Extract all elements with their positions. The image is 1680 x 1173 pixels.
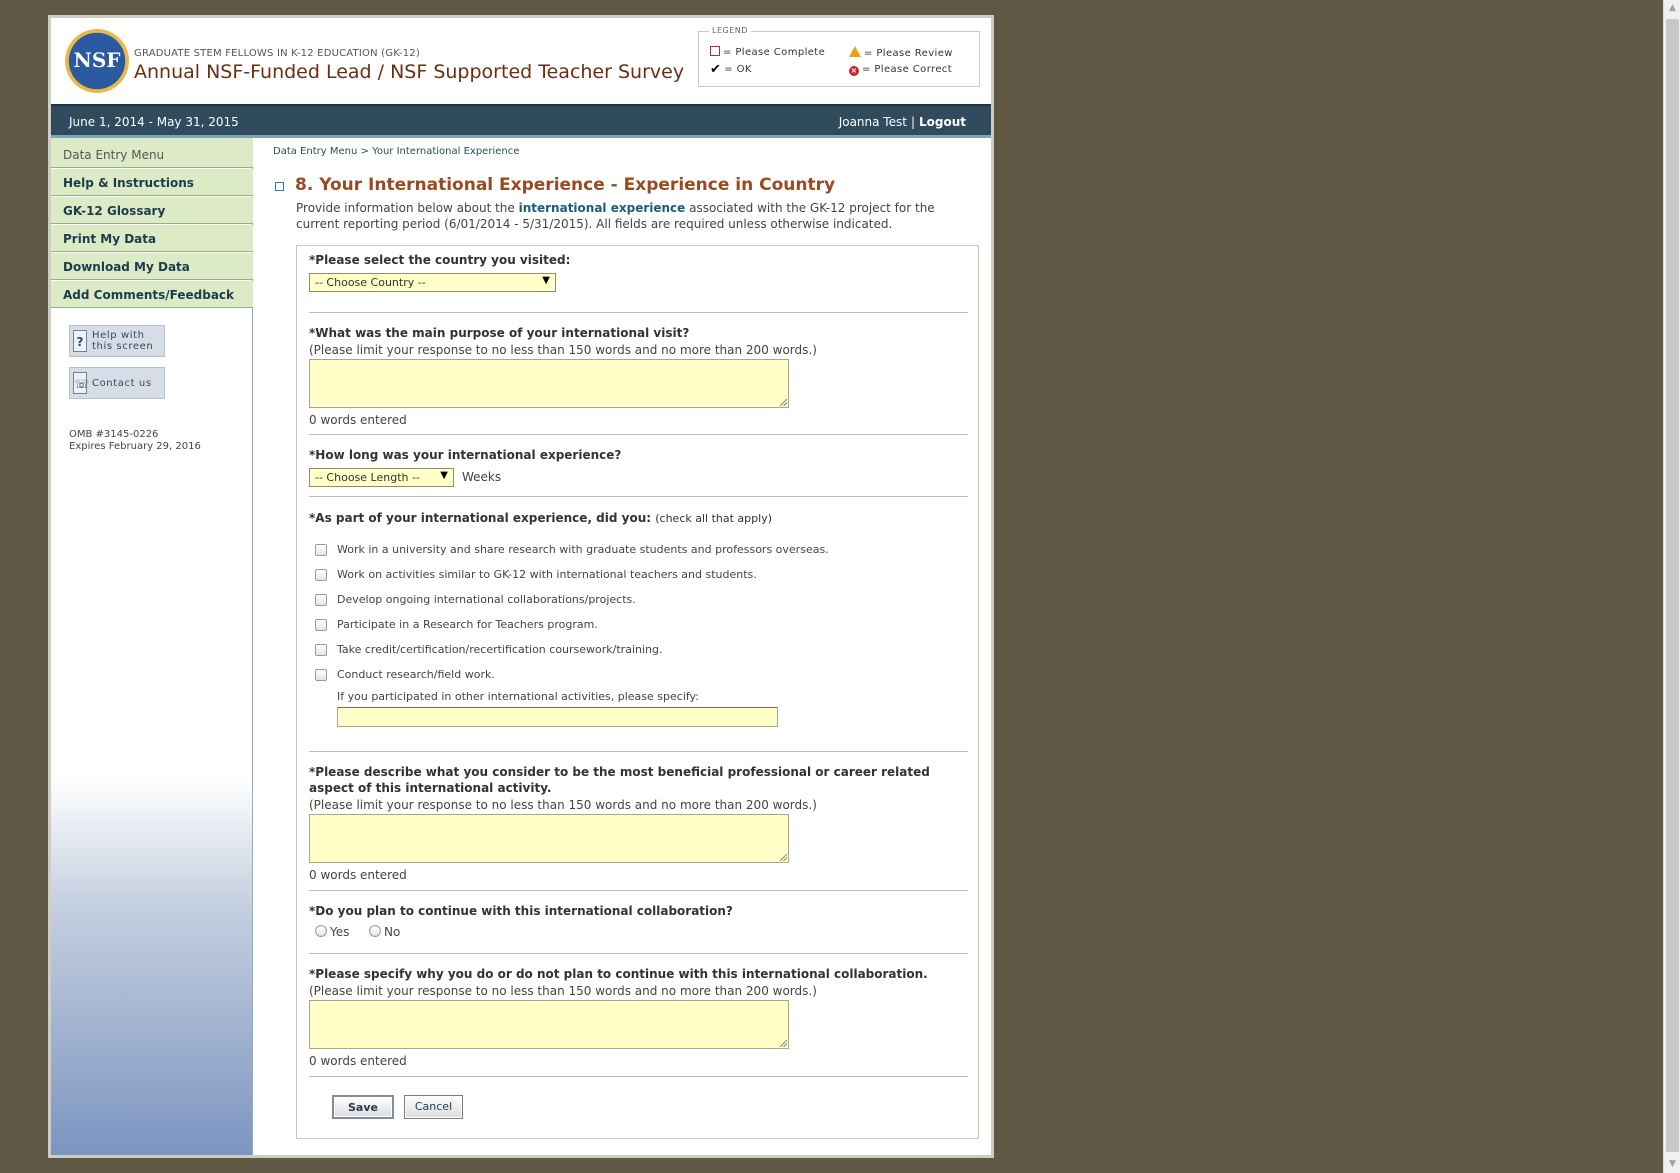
help-button-line1: Help with xyxy=(92,330,145,341)
nsf-logo xyxy=(64,28,130,94)
contact-button-label: Contact us xyxy=(92,378,152,389)
continue-question: *Do you plan to continue with this international collaboration? xyxy=(309,904,733,918)
scroll-up-icon[interactable]: ▲ xyxy=(1669,3,1676,13)
header xyxy=(51,18,991,104)
browser-scrollbar[interactable] xyxy=(1663,0,1680,1173)
divider xyxy=(309,496,968,497)
country-question: *Please select the country you visited: xyxy=(309,253,571,267)
checkbox[interactable] xyxy=(315,644,327,656)
radio-no-label[interactable]: No xyxy=(384,925,401,939)
activity-label: Conduct research/field work. xyxy=(337,668,495,681)
phone-icon: ☏ xyxy=(73,372,87,394)
activity-label: Participate in a Research for Teachers program. xyxy=(337,618,598,631)
why-hint: (Please limit your response to no less than 150 words and no more than 200 words.) xyxy=(309,984,817,998)
top-nav-bar xyxy=(51,104,991,138)
other-activities-input[interactable] xyxy=(337,707,778,727)
radio-yes-label[interactable]: Yes xyxy=(330,925,350,939)
purpose-textarea[interactable] xyxy=(309,359,789,408)
checkbox[interactable] xyxy=(315,619,327,631)
chevron-down-icon: ▼ xyxy=(440,470,448,481)
omb-number: OMB #3145-0226 xyxy=(69,429,159,440)
why-textarea[interactable] xyxy=(309,1000,789,1049)
divider xyxy=(309,312,968,313)
beneficial-hint: (Please limit your response to no less than 150 words and no more than 200 words.) xyxy=(309,798,817,812)
continue-radio-group xyxy=(315,925,400,939)
breadcrumb xyxy=(273,146,519,157)
survey-title: Annual NSF-Funded Lead / NSF Supported Teacher Survey xyxy=(134,61,685,83)
length-unit: Weeks xyxy=(462,470,502,484)
country-select-value: -- Choose Country -- xyxy=(315,276,426,289)
divider xyxy=(309,1076,968,1077)
breadcrumb-root[interactable]: Data Entry Menu xyxy=(273,146,358,157)
why-question: *Please specify why you do or do not plan to continue with this international collaboration. xyxy=(309,967,928,981)
question-icon: ? xyxy=(73,330,87,352)
activities-question-text: *As part of your international experience, did you: xyxy=(309,511,652,525)
form-panel xyxy=(296,245,979,1139)
sidebar-item-data-entry-menu[interactable]: Data Entry Menu xyxy=(51,138,253,168)
warning-icon xyxy=(849,46,861,57)
sidebar-item-glossary[interactable]: GK-12 Glossary xyxy=(51,197,253,224)
program-subtitle: GRADUATE STEM FELLOWS IN K-12 EDUCATION (GK-12) xyxy=(134,48,420,59)
other-activities-label: If you participated in other international activities, please specify: xyxy=(337,690,699,703)
intro-text-end: associated with the GK-12 project for the current reporting period (6/01/2014 - 5/31/2015). All fields are required unless otherwise indicated. xyxy=(296,201,935,231)
resize-grip-icon[interactable] xyxy=(780,1040,787,1047)
beneficial-word-counter: 0 words entered xyxy=(309,868,407,882)
checkbox[interactable] xyxy=(315,669,327,681)
scroll-down-icon[interactable]: ▼ xyxy=(1669,1159,1676,1169)
sidebar xyxy=(51,138,253,1158)
activity-label: Work on activities similar to GK-12 with international teachers and students. xyxy=(337,568,757,581)
length-question: *How long was your international experience? xyxy=(309,448,622,462)
breadcrumb-current: Your International Experience xyxy=(372,146,520,157)
logo-text: NSF xyxy=(73,48,121,72)
checkbox[interactable] xyxy=(315,594,327,606)
sidebar-item-print-data[interactable]: Print My Data xyxy=(51,225,253,252)
international-experience-link[interactable]: international experience xyxy=(518,201,686,215)
legend-title: LEGEND xyxy=(709,26,751,35)
activity-label: Develop ongoing international collaborations/projects. xyxy=(337,593,636,606)
legend xyxy=(698,26,980,87)
user-name: Joanna Test xyxy=(838,115,907,129)
activity-label: Work in a university and share research with graduate students and professors overseas. xyxy=(337,543,829,556)
help-with-screen-button[interactable] xyxy=(69,325,165,357)
legend-item-please-complete: = Please Complete xyxy=(710,46,825,58)
resize-grip-icon[interactable] xyxy=(780,854,787,861)
activity-label: Take credit/certification/recertification coursework/training. xyxy=(337,643,663,656)
help-button-line2: this screen xyxy=(92,341,154,352)
logout-link[interactable]: Logout xyxy=(918,115,966,129)
country-select[interactable] xyxy=(309,273,556,292)
length-select[interactable] xyxy=(309,468,454,487)
checkbox[interactable] xyxy=(315,544,327,556)
main-content xyxy=(254,138,991,1158)
breadcrumb-separator: > xyxy=(360,146,369,157)
activities-note: (check all that apply) xyxy=(655,512,772,525)
omb-expiration: Expires February 29, 2016 xyxy=(69,441,201,452)
contact-us-button[interactable] xyxy=(69,367,165,399)
empty-box-icon xyxy=(710,46,720,56)
legend-item-ok: ✔ = OK xyxy=(710,62,752,77)
beneficial-question-line2: aspect of this international activity. xyxy=(309,781,552,795)
checkmark-icon: ✔ xyxy=(710,62,722,77)
purpose-word-counter: 0 words entered xyxy=(309,413,407,427)
divider xyxy=(309,890,968,891)
divider xyxy=(309,434,968,435)
section-status-icon xyxy=(275,182,284,191)
reporting-period: June 1, 2014 - May 31, 2015 xyxy=(69,115,239,129)
intro-text-start: Provide information below about the xyxy=(296,201,519,215)
purpose-question: *What was the main purpose of your international visit? xyxy=(309,326,690,340)
user-area xyxy=(839,115,966,129)
page-title: 8. Your International Experience - Experience in Country xyxy=(295,175,836,195)
checkbox[interactable] xyxy=(315,569,327,581)
radio-no[interactable] xyxy=(369,925,381,937)
divider xyxy=(309,953,968,954)
why-word-counter: 0 words entered xyxy=(309,1054,407,1068)
error-icon: × xyxy=(850,66,858,75)
length-select-value: -- Choose Length -- xyxy=(315,471,420,484)
sidebar-item-comments-feedback[interactable]: Add Comments/Feedback xyxy=(51,281,253,308)
purpose-hint: (Please limit your response to no less than 150 words and no more than 200 words.) xyxy=(309,343,817,357)
legend-item-please-review: = Please Review xyxy=(849,46,953,59)
resize-grip-icon[interactable] xyxy=(780,399,787,406)
legend-item-please-correct: × = Please Correct xyxy=(850,64,953,75)
radio-yes[interactable] xyxy=(315,925,327,937)
beneficial-question-line1: *Please describe what you consider to be the most beneficial professional or career related xyxy=(309,765,930,779)
beneficial-textarea[interactable] xyxy=(309,814,789,863)
scroll-thumb[interactable] xyxy=(1666,19,1679,1152)
sidebar-item-download-data[interactable]: Download My Data xyxy=(51,253,253,280)
sidebar-item-help-instructions[interactable]: Help & Instructions xyxy=(51,169,253,196)
save-button[interactable]: Save xyxy=(332,1095,394,1119)
cancel-button[interactable]: Cancel xyxy=(404,1095,463,1119)
activities-question xyxy=(309,511,772,525)
divider xyxy=(309,751,968,752)
nav-separator: | xyxy=(910,115,915,129)
page-frame xyxy=(48,15,994,1158)
chevron-down-icon: ▼ xyxy=(542,275,550,286)
section-intro xyxy=(296,200,946,232)
